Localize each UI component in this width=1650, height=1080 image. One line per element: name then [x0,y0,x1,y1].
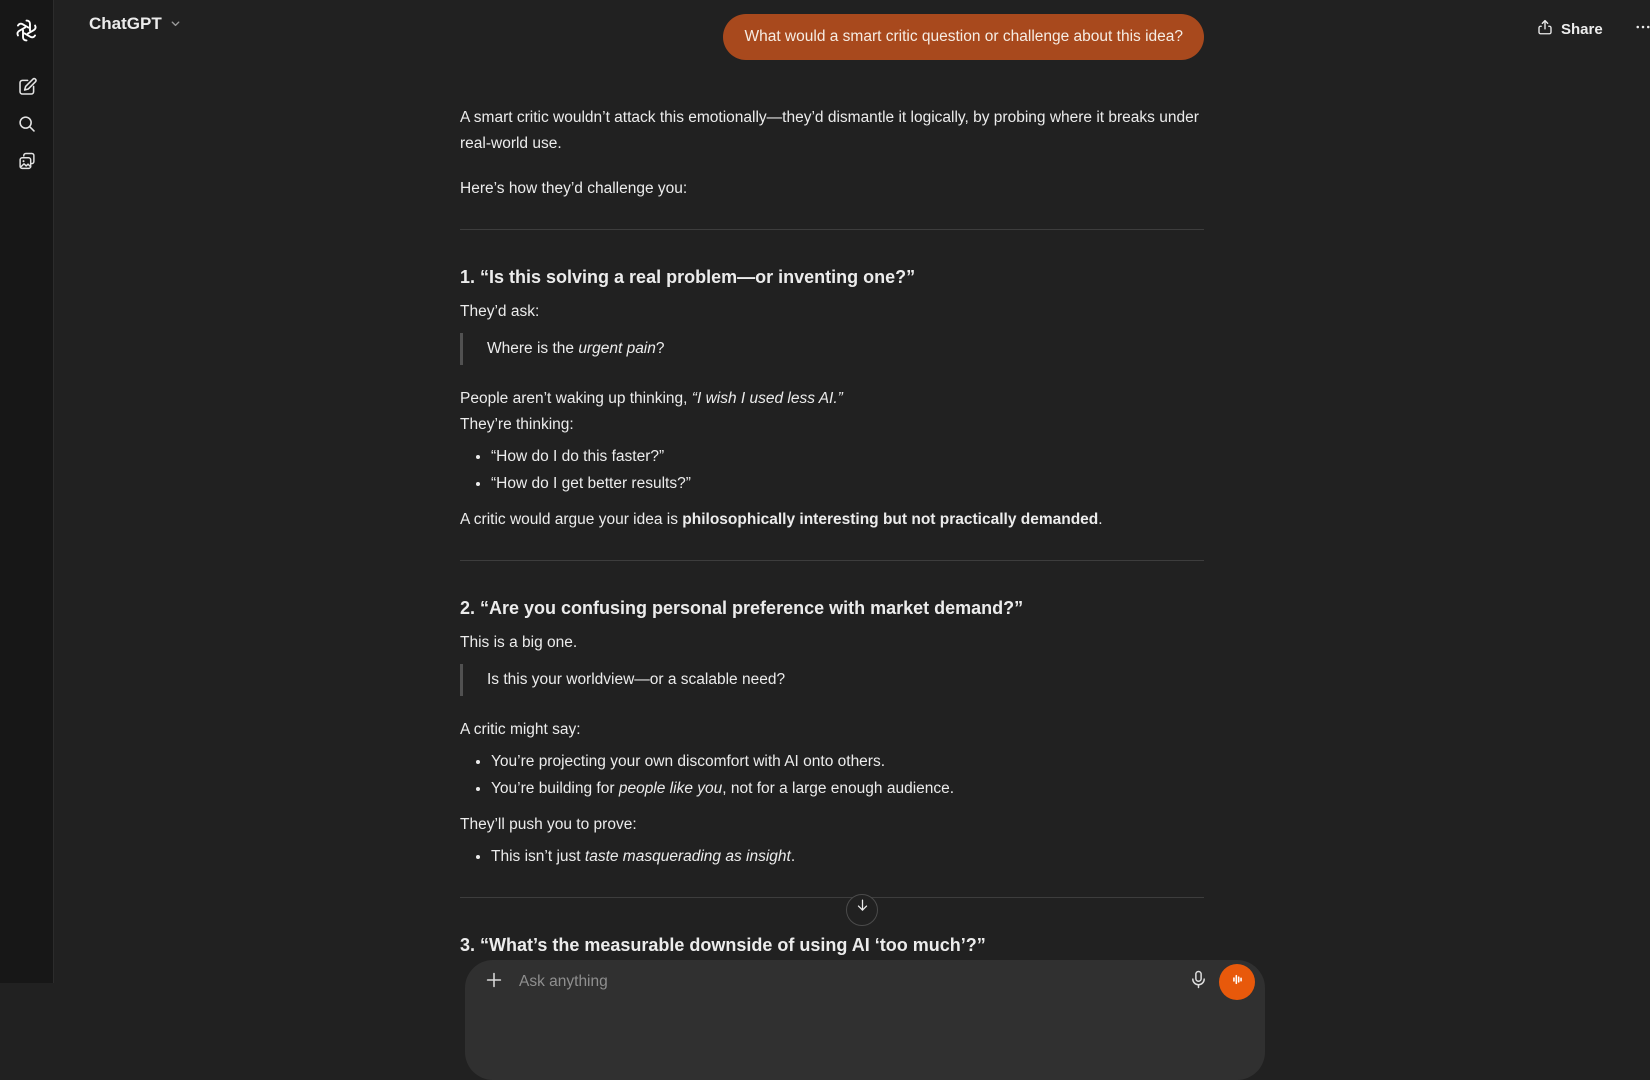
section-1-heading: 1. “Is this solving a real problem—or inventing one?” [460,267,916,287]
blockquote [460,664,1204,696]
plus-icon [483,969,505,996]
divider [460,229,1204,230]
section-2-lead: This is a big one. [460,634,578,651]
chevron-down-icon [169,15,182,35]
quote-emphasis: urgent pain [578,340,656,357]
dictate-button[interactable] [1183,967,1213,997]
list-item: • You’re building for people like you, not for a large enough audience. [491,776,1204,802]
assistant-message [460,105,1204,958]
blockquote [460,333,1204,365]
quote-text: Where is the [487,340,579,357]
app-sidebar [0,0,54,983]
list-item: • This isn’t just taste masquerading as insight. [491,844,1204,870]
openai-logo-icon[interactable] [9,12,45,48]
search-icon[interactable] [9,106,45,142]
page-title: ChatGPT [89,14,162,33]
section-1-outro: A critic would argue your idea is philosophically interesting but not practically demanded. [460,511,1103,528]
paragraph: People aren’t waking up thinking, “I wish I used less AI.” They’re thinking: [460,390,843,433]
list-item: • “How do I do this faster?” [491,444,1204,470]
library-icon[interactable] [9,143,45,179]
quote-text: Is this your worldview—or a scalable need? [487,671,786,688]
composer-row [479,964,1255,1000]
divider [460,560,1204,561]
new-chat-icon[interactable] [9,69,45,105]
user-message-text: What would a smart critic question or challenge about this idea? [744,28,1183,45]
section-2-heading: 2. “Are you confusing personal preference with market demand?” [460,598,1024,618]
paragraph: They’ll push you to prove: [460,816,637,833]
share-label: Share [1561,20,1603,38]
quote-text: ? [655,340,665,357]
intro-lead: Here’s how they’d challenge you: [460,180,688,197]
more-options-button[interactable] [1627,13,1650,45]
scroll-to-bottom-button[interactable] [846,894,878,926]
section-3-heading: 3. “What’s the measurable downside of using AI ‘too much’?” [460,935,986,955]
paragraph: A critic might say: [460,721,581,738]
intro-paragraph: A smart critic wouldn’t attack this emotionally—they’d dismantle it logically, by probing where it breaks under real-world use. [460,109,1199,152]
share-icon [1536,18,1554,40]
bullet-list [460,444,1204,497]
share-button[interactable] [1528,12,1611,46]
waveform-icon [1228,970,1247,994]
section-1-lead: They’d ask: [460,303,540,320]
attach-button[interactable] [479,967,509,997]
list-item: • “How do I get better results?” [491,471,1204,497]
arrow-down-icon [854,897,871,923]
header-actions [1528,12,1650,46]
divider [460,897,1204,898]
model-switcher[interactable] [89,13,182,35]
user-message-bubble [723,14,1204,60]
bullet-list [460,844,1204,870]
message-input[interactable]: Ask anything [519,973,608,990]
bullet-list [460,749,1204,802]
voice-mode-button[interactable] [1219,964,1255,1000]
list-item: • You’re projecting your own discomfort with AI onto others. [491,749,1204,775]
composer[interactable] [465,960,1265,1080]
microphone-icon [1188,969,1209,995]
ellipsis-icon [1634,18,1650,41]
